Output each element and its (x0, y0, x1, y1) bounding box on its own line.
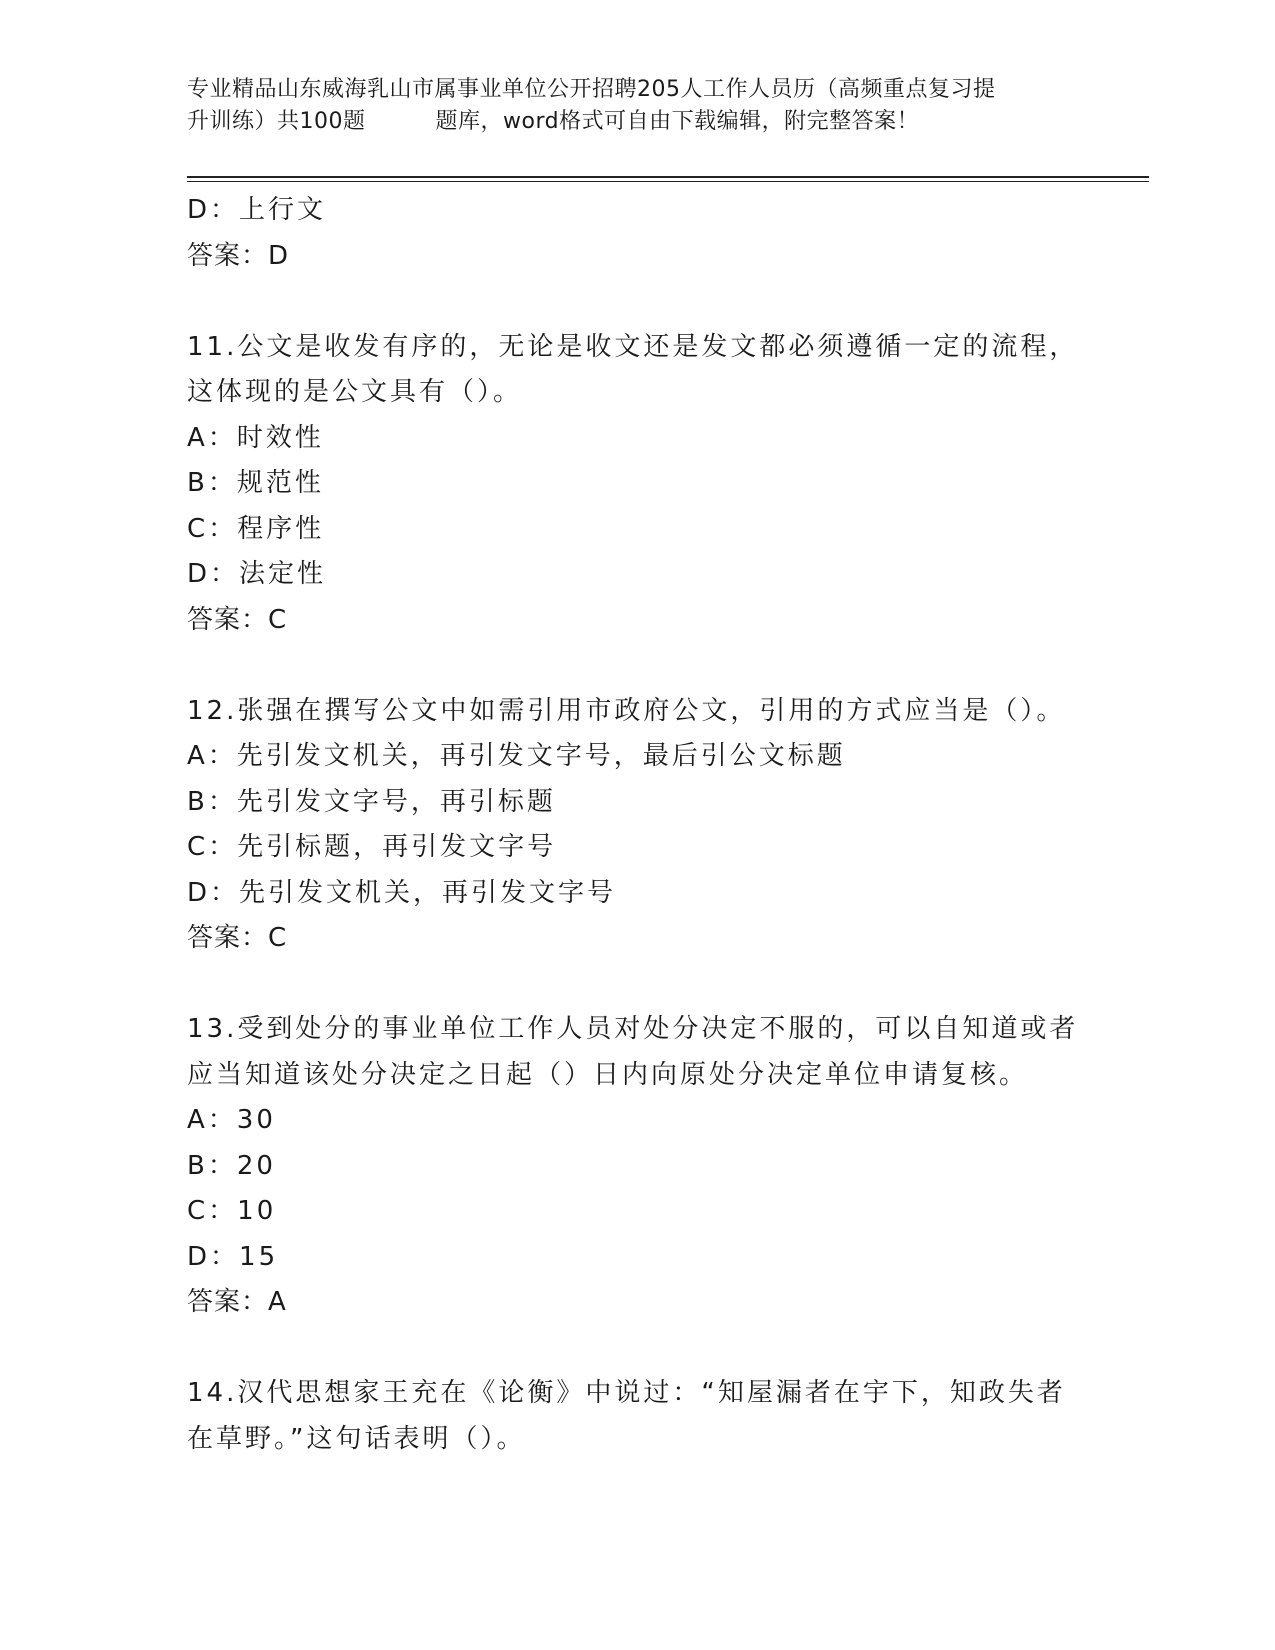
option-a: A：时效性 (187, 422, 324, 453)
option-d: D：上行文 (187, 195, 327, 225)
option-d: D：15 (187, 1241, 279, 1272)
question-stem-line: 12.张强在撰写公文中如需引用市政府公文，引用的方式应当是（）。 (187, 695, 1066, 726)
header-line-2-right: 题库，word格式可自由下载编辑，附完整答案！ (435, 109, 920, 134)
option-b: B：先引发文字号，再引标题 (187, 786, 556, 817)
option-c: C：10 (187, 1196, 277, 1226)
header-divider-thick (187, 176, 1149, 178)
option-a: A：30 (187, 1105, 276, 1135)
answer: 答案：C (187, 923, 288, 953)
question-stem-line: 这体现的是公文具有（）。 (187, 377, 523, 407)
page-header (187, 74, 1087, 138)
option-d: D：先引发文机关，再引发文字号 (187, 877, 617, 908)
question-stem-line: 在草野。”这句话表明（）。 (187, 1423, 526, 1454)
option-b: B：20 (187, 1150, 276, 1181)
answer: 答案：C (187, 604, 288, 635)
question-stem-line: 11.公文是收发有序的，无论是收文还是发文都必须遵循一定的流程， (187, 331, 1079, 362)
question-stem-line: 应当知道该处分决定之日起（）日内向原处分决定单位申请复核。 (187, 1059, 1029, 1090)
question-stem-line: 14.汉代思想家王充在《论衡》中说过：“知屋漏者在宇下，知政失者 (187, 1378, 1066, 1408)
answer: 答案：D (187, 240, 290, 271)
question-12 (187, 689, 1087, 962)
question-13 (187, 1007, 1087, 1326)
header-line-2-left: 升训练）共100题 (187, 109, 366, 134)
option-b: B：规范性 (187, 468, 324, 498)
question-14 (187, 1371, 1087, 1462)
option-a: A：先引发文机关，再引发文字号，最后引公文标题 (187, 741, 846, 771)
option-d: D：法定性 (187, 559, 327, 589)
question-stem-line: 13.受到处分的事业单位工作人员对处分决定不服的，可以自知道或者 (187, 1014, 1079, 1044)
header-divider-thin (187, 181, 1149, 182)
header-line-1: 专业精品山东威海乳山市属事业单位公开招聘205人工作人员历（高频重点复习提 (187, 77, 996, 102)
question-content (187, 188, 1087, 1462)
header-line-2 (187, 106, 1087, 138)
answer: 答案：A (187, 1287, 287, 1317)
option-c: C：程序性 (187, 513, 325, 544)
question-11 (187, 325, 1087, 644)
option-c: C：先引标题，再引发文字号 (187, 832, 557, 862)
